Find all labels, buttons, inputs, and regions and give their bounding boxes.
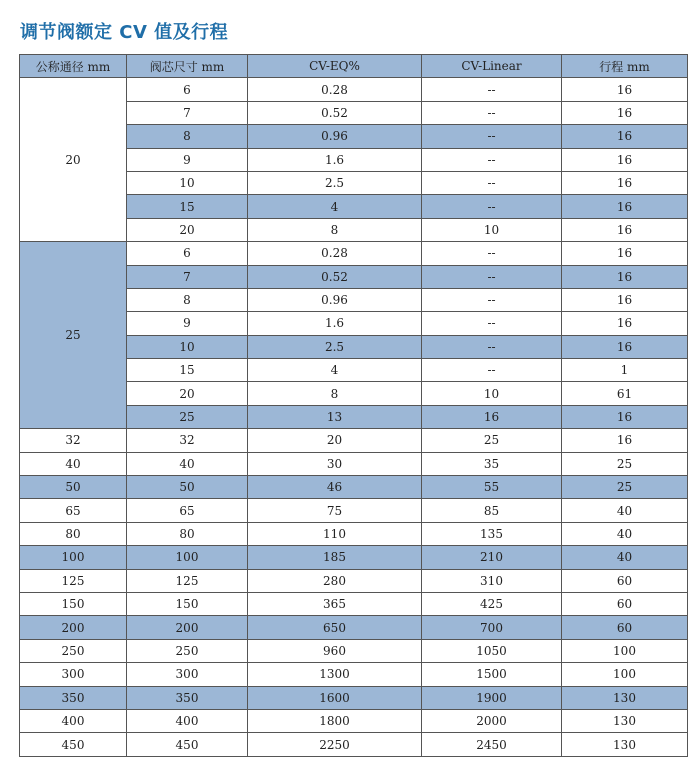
- header-core-size: 阀芯尺寸 mm: [127, 55, 248, 78]
- cell-cv-eq: 1.6: [248, 312, 422, 335]
- cell-cv-eq: 13: [248, 405, 422, 428]
- table-body: [20, 78, 688, 756]
- cell-core-size: 15: [127, 359, 248, 382]
- cell-nominal-diameter: 150: [20, 592, 127, 615]
- cell-cv-eq: 2250: [248, 733, 422, 756]
- cell-cv-eq: 0.28: [248, 242, 422, 265]
- table-row: [20, 639, 688, 662]
- cell-core-size: 400: [127, 709, 248, 732]
- cell-stroke: 1: [562, 359, 688, 382]
- cell-cv-eq: 30: [248, 452, 422, 475]
- cell-core-size: 250: [127, 639, 248, 662]
- cell-stroke: 16: [562, 265, 688, 288]
- cell-cv-linear: 55: [422, 476, 562, 499]
- cell-core-size: 32: [127, 429, 248, 452]
- cell-stroke: 16: [562, 312, 688, 335]
- cell-core-size: 15: [127, 195, 248, 218]
- cell-core-size: 40: [127, 452, 248, 475]
- cell-core-size: 10: [127, 171, 248, 194]
- page-title: 调节阀额定 CV 值及行程: [20, 22, 229, 43]
- cell-cv-linear: --: [422, 195, 562, 218]
- cell-stroke: 25: [562, 476, 688, 499]
- cell-cv-linear: --: [422, 335, 562, 358]
- cell-nominal-diameter: 40: [20, 452, 127, 475]
- cell-cv-eq: 0.52: [248, 265, 422, 288]
- cell-cv-eq: 0.96: [248, 125, 422, 148]
- cell-stroke: 16: [562, 405, 688, 428]
- cell-cv-linear: 10: [422, 382, 562, 405]
- cell-core-size: 450: [127, 733, 248, 756]
- cell-nominal-diameter: 50: [20, 476, 127, 499]
- cell-cv-linear: 425: [422, 592, 562, 615]
- cell-cv-linear: 2450: [422, 733, 562, 756]
- cell-stroke: 16: [562, 101, 688, 124]
- cell-cv-eq: 0.28: [248, 78, 422, 101]
- table-row: [20, 686, 688, 709]
- cell-cv-eq: 1600: [248, 686, 422, 709]
- cell-cv-linear: 210: [422, 546, 562, 569]
- cell-cv-eq: 4: [248, 195, 422, 218]
- cell-stroke: 16: [562, 288, 688, 311]
- cell-stroke: 130: [562, 709, 688, 732]
- cell-stroke: 40: [562, 522, 688, 545]
- cell-cv-eq: 8: [248, 218, 422, 241]
- cell-stroke: 100: [562, 639, 688, 662]
- cell-cv-eq: 20: [248, 429, 422, 452]
- cell-stroke: 16: [562, 78, 688, 101]
- header-stroke: 行程 mm: [562, 55, 688, 78]
- table-row: [20, 499, 688, 522]
- cell-stroke: 16: [562, 125, 688, 148]
- table-row: [20, 592, 688, 615]
- cell-nominal-diameter: 20: [20, 78, 127, 242]
- cell-cv-linear: --: [422, 78, 562, 101]
- cell-cv-linear: 135: [422, 522, 562, 545]
- table-row: [20, 569, 688, 592]
- cell-stroke: 40: [562, 546, 688, 569]
- cell-cv-eq: 0.96: [248, 288, 422, 311]
- cell-nominal-diameter: 125: [20, 569, 127, 592]
- cell-stroke: 61: [562, 382, 688, 405]
- table-row: [20, 709, 688, 732]
- cell-stroke: 16: [562, 242, 688, 265]
- cell-cv-linear: 1500: [422, 663, 562, 686]
- table-row: [20, 522, 688, 545]
- table-row: [20, 78, 688, 101]
- cell-stroke: 16: [562, 429, 688, 452]
- cell-nominal-diameter: 350: [20, 686, 127, 709]
- table-row: [20, 242, 688, 265]
- cell-cv-eq: 0.52: [248, 101, 422, 124]
- table-row: [20, 429, 688, 452]
- table-row: [20, 733, 688, 756]
- cell-core-size: 20: [127, 382, 248, 405]
- cell-core-size: 65: [127, 499, 248, 522]
- cell-cv-linear: 1050: [422, 639, 562, 662]
- cell-cv-linear: 1900: [422, 686, 562, 709]
- cell-cv-linear: 35: [422, 452, 562, 475]
- cell-cv-linear: --: [422, 148, 562, 171]
- cell-cv-eq: 280: [248, 569, 422, 592]
- cell-nominal-diameter: 25: [20, 242, 127, 429]
- cell-cv-linear: --: [422, 265, 562, 288]
- cell-nominal-diameter: 65: [20, 499, 127, 522]
- cell-core-size: 9: [127, 312, 248, 335]
- cell-cv-linear: 700: [422, 616, 562, 639]
- cell-cv-eq: 110: [248, 522, 422, 545]
- cell-cv-eq: 1300: [248, 663, 422, 686]
- table-row: [20, 616, 688, 639]
- cell-cv-linear: 2000: [422, 709, 562, 732]
- cell-nominal-diameter: 450: [20, 733, 127, 756]
- cell-core-size: 125: [127, 569, 248, 592]
- cell-stroke: 60: [562, 569, 688, 592]
- cell-cv-linear: --: [422, 242, 562, 265]
- cell-core-size: 9: [127, 148, 248, 171]
- cell-cv-eq: 365: [248, 592, 422, 615]
- cell-stroke: 25: [562, 452, 688, 475]
- table-row: [20, 663, 688, 686]
- cell-cv-linear: --: [422, 312, 562, 335]
- cell-cv-linear: 310: [422, 569, 562, 592]
- cv-table: [19, 54, 688, 757]
- cell-core-size: 200: [127, 616, 248, 639]
- cell-nominal-diameter: 80: [20, 522, 127, 545]
- header-cv-linear: CV-Linear: [422, 55, 562, 78]
- cell-core-size: 7: [127, 101, 248, 124]
- cell-core-size: 350: [127, 686, 248, 709]
- cell-core-size: 6: [127, 78, 248, 101]
- table-header-row: [20, 55, 688, 78]
- cell-stroke: 16: [562, 218, 688, 241]
- cell-cv-linear: --: [422, 359, 562, 382]
- cell-core-size: 20: [127, 218, 248, 241]
- cell-cv-linear: 10: [422, 218, 562, 241]
- cell-core-size: 80: [127, 522, 248, 545]
- cell-nominal-diameter: 100: [20, 546, 127, 569]
- cell-cv-eq: 2.5: [248, 171, 422, 194]
- cell-stroke: 40: [562, 499, 688, 522]
- cell-core-size: 6: [127, 242, 248, 265]
- cell-stroke: 130: [562, 686, 688, 709]
- cell-core-size: 10: [127, 335, 248, 358]
- cell-cv-eq: 1800: [248, 709, 422, 732]
- cell-nominal-diameter: 300: [20, 663, 127, 686]
- cell-nominal-diameter: 200: [20, 616, 127, 639]
- cell-core-size: 25: [127, 405, 248, 428]
- cell-stroke: 16: [562, 195, 688, 218]
- cell-cv-eq: 46: [248, 476, 422, 499]
- cell-cv-eq: 4: [248, 359, 422, 382]
- cell-core-size: 7: [127, 265, 248, 288]
- cell-cv-eq: 185: [248, 546, 422, 569]
- cell-core-size: 300: [127, 663, 248, 686]
- cell-cv-eq: 650: [248, 616, 422, 639]
- cell-core-size: 150: [127, 592, 248, 615]
- cell-cv-linear: 25: [422, 429, 562, 452]
- cell-stroke: 100: [562, 663, 688, 686]
- cell-nominal-diameter: 250: [20, 639, 127, 662]
- table-row: [20, 546, 688, 569]
- cell-cv-linear: 85: [422, 499, 562, 522]
- cell-stroke: 130: [562, 733, 688, 756]
- cell-nominal-diameter: 32: [20, 429, 127, 452]
- cell-core-size: 50: [127, 476, 248, 499]
- cell-stroke: 16: [562, 171, 688, 194]
- cell-cv-eq: 960: [248, 639, 422, 662]
- cell-cv-linear: 16: [422, 405, 562, 428]
- cell-nominal-diameter: 400: [20, 709, 127, 732]
- cell-cv-linear: --: [422, 171, 562, 194]
- table-row: [20, 476, 688, 499]
- cell-cv-eq: 8: [248, 382, 422, 405]
- cell-cv-linear: --: [422, 288, 562, 311]
- cell-core-size: 8: [127, 125, 248, 148]
- header-cv-eq: CV-EQ%: [248, 55, 422, 78]
- cell-cv-linear: --: [422, 101, 562, 124]
- cell-cv-eq: 75: [248, 499, 422, 522]
- cell-cv-eq: 2.5: [248, 335, 422, 358]
- cell-cv-eq: 1.6: [248, 148, 422, 171]
- cell-core-size: 100: [127, 546, 248, 569]
- cell-stroke: 16: [562, 335, 688, 358]
- cell-stroke: 16: [562, 148, 688, 171]
- cell-cv-linear: --: [422, 125, 562, 148]
- cell-core-size: 8: [127, 288, 248, 311]
- cell-stroke: 60: [562, 592, 688, 615]
- table-row: [20, 452, 688, 475]
- header-nominal-diameter: 公称通径 mm: [20, 55, 127, 78]
- cell-stroke: 60: [562, 616, 688, 639]
